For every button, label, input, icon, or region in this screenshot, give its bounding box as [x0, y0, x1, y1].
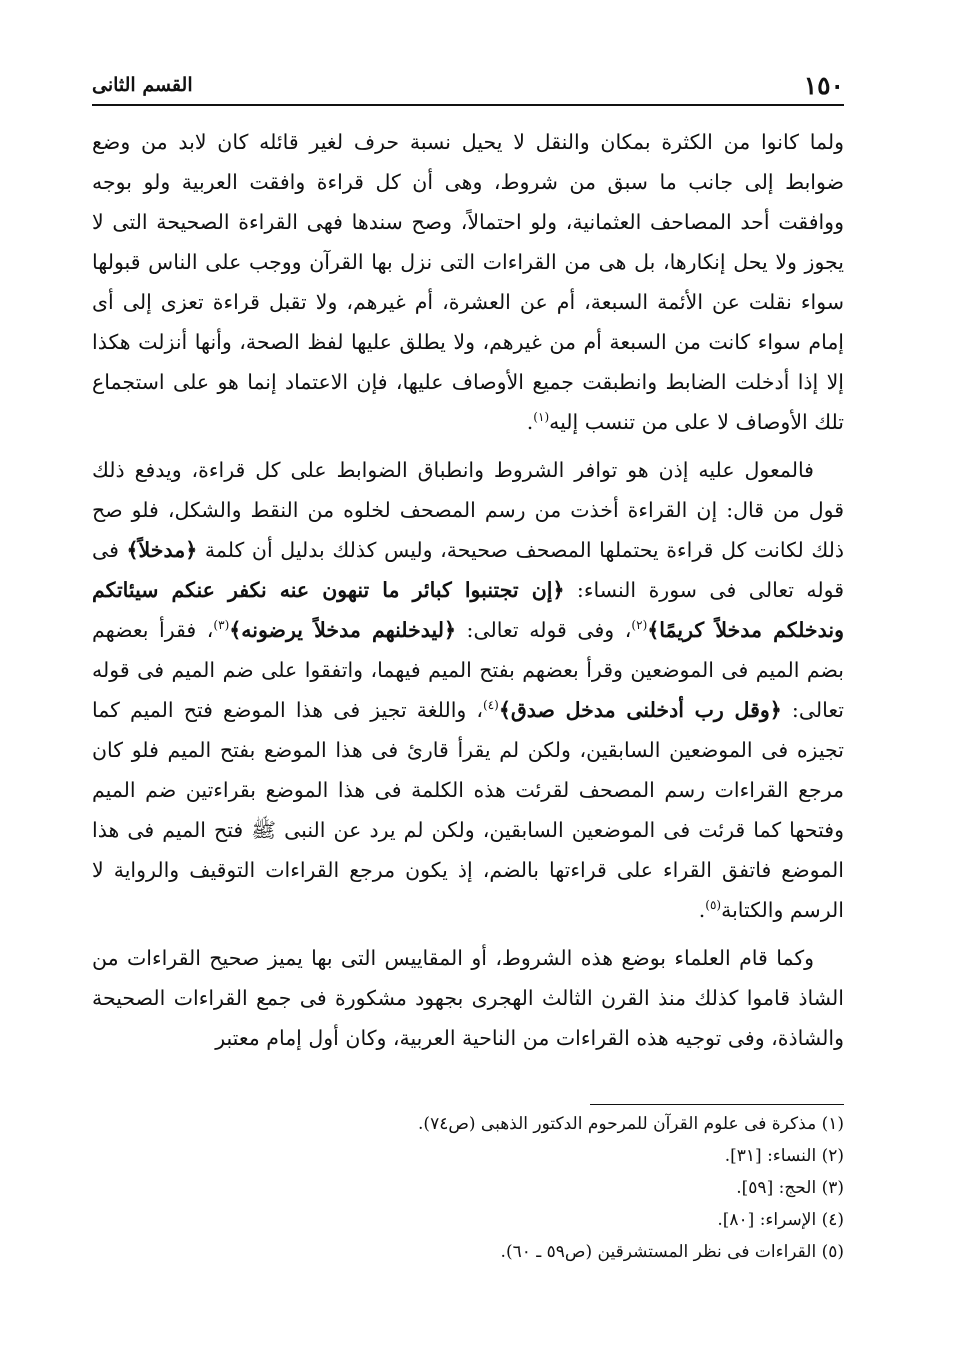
text-run: ، واللغة تجيز فى هذا الموضع فتح الميم كما تجيزه فى الموضعين السابقين، ولكن لم يقرأ قارئ فى هذا الموضع بفتح الميم فلو كان مرجع القراءات رسم المصحف لقرئت هذه الكلمة فى هذا الموضع بقراءتين ضم الميم وفتحها كما قرئت فى الموضعين السابقين، ولكن لم يرد عن النبى ﷺ فتح الميم فى هذا الموضع فاتفق القراء على قراءتها بالضم، إذ يكون مرجع القراءات التوقيف والرواية لا الرسم والكتابة: [92, 698, 844, 922]
footnote-3: (٣) الحج: [٥٩].: [736, 1178, 844, 1198]
paragraph-1: [92, 122, 844, 442]
text-run: .: [698, 898, 706, 922]
text-run: ولما كانوا من الكثرة بمكان والنقل لا يحيل نسبة حرف لغير قائله كان لابد من وضع ضوابط إلى جانب ما سبق من شروط، وهى أن كل قراءة وافقت العربية ولو بوجه ووافقت أحد المصاحف العثمانية، ولو احتمالاً، وصح سندها فهى القراءة الصحيحة التى لا يجوز ولا يحل إنكارها، بل هى من القراءات التى نزل بها القرآن ووجب على الناس قبولها سواء نقلت عن الأئمة السبعة، أم عن العشرة، أم غيرهم، ولا تقبل قراءة تعزى إلى أى إمام سواء كانت من السبعة أم من غيرهم، ولا يطلق عليها لفظ الصحة، وأنها أنزلت هكذا إلا إذا أدخلت الضابط وانطبقت جميع الأوصاف عليها، فإن الاعتماد إنما هو على استجماع تلك الأوصاف لا على من تنسب إليه: [92, 130, 844, 434]
footnote-ref: (٢): [631, 618, 648, 633]
paragraph-3: [92, 938, 844, 1058]
quran-quote: ﴿مدخلاً﴾: [126, 538, 198, 562]
quran-quote: ﴿إن تجتنبوا كبائر ما تنهون عنه نكفر عنكم سيئاتكم وندخلكم مدخلاً كريمًا﴾: [92, 578, 844, 642]
footnote-divider: [590, 1104, 844, 1105]
text-run: .: [526, 410, 534, 434]
footnote-4: (٤) الإسراء: [٨٠].: [717, 1210, 844, 1230]
footnote-5: (٥) القراءات فى نظر المستشرقين (ص٥٩ ـ ٦٠).: [500, 1242, 844, 1262]
footnote-2: (٢) النساء: [٣١].: [724, 1146, 844, 1166]
footnote-ref: (١): [533, 410, 550, 425]
page-header: [92, 66, 844, 104]
page-number: ١٥٠: [803, 70, 844, 100]
footnote-ref: (٣): [213, 618, 230, 633]
section-title: القسم الثانى: [92, 74, 193, 96]
text-run: ، وفى قوله تعالى:: [455, 618, 632, 642]
footnote-1: (١) مذكرة فى علوم القرآن للمرحوم الدكتور الذهبى (ص٧٤).: [418, 1114, 844, 1134]
header-divider: [92, 104, 844, 106]
paragraph-2: [92, 450, 844, 930]
text-run: ، فقرأ بعضهم بضم الميم فى الموضعين وقرأ بعضهم بفتح الميم فيهما، واتفقوا على ضم الميم فى قوله تعالى:: [92, 618, 844, 722]
text-run: فالمعول عليه إذن هو توافر الشروط وانطباق الضوابط على كل قراءة، ويدفع ذلك قول من قال: إن القراءة أخذت من رسم المصحف لخلوه من النقط والشكل، فلو صح ذلك لكانت كل قراءة يحتملها المصحف صحيحة، وليس كذلك بدليل أن كلمة: [92, 458, 844, 562]
footnote-ref: (٤): [483, 698, 499, 713]
quran-quote: ﴿ليدخلنهم مدخلاً يرضونه﴾: [229, 618, 456, 642]
footnotes: [300, 1108, 844, 1268]
footnote-ref: (٥): [705, 898, 722, 913]
quran-quote: ﴿وقل رب أدخلنى مدخل صدق﴾: [498, 698, 782, 722]
text-run: وكما قام العلماء بوضع هذه الشروط، أو المقاييس التى بها يميز صحيح القراءات من الشاذ قاموا كذلك منذ القرن الثالث الهجرى بجهود مشكورة فى جمع القراءات الصحيحة والشاذة، وفى توجيه هذه القراءات من الناحية العربية، وكان أول إمام معتبر: [92, 946, 844, 1050]
main-text: [92, 122, 844, 1058]
text-run: فى قوله تعالى فى سورة النساء:: [92, 538, 844, 602]
